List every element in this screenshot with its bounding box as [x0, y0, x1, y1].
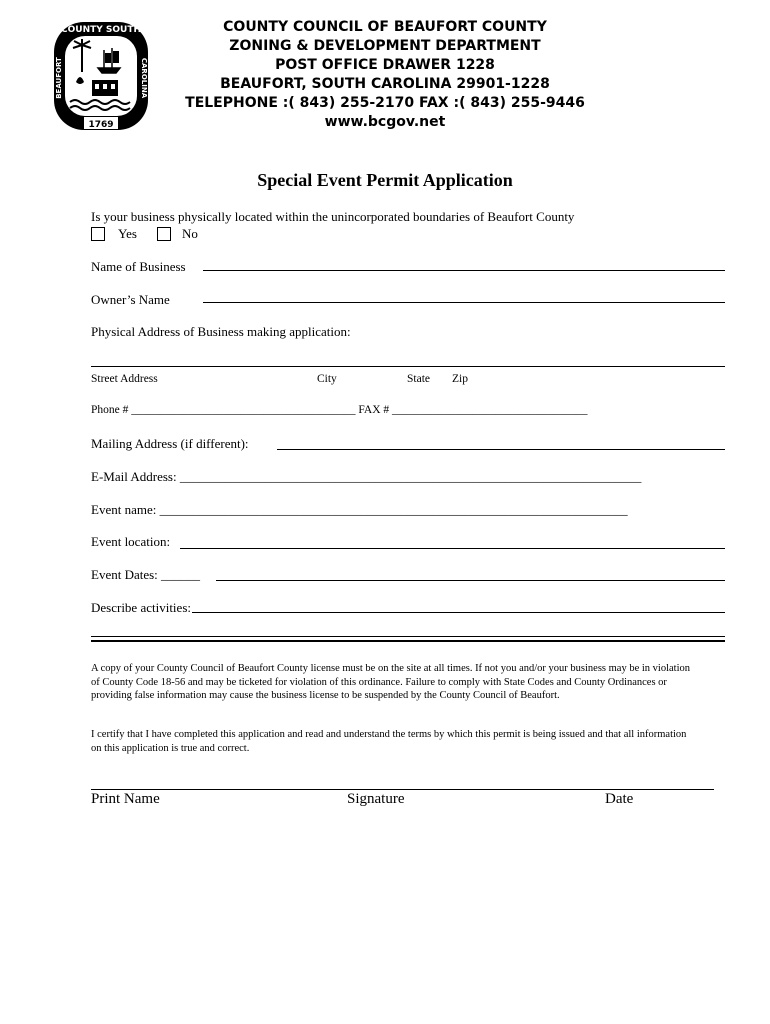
no-label: No	[182, 226, 198, 241]
seal-right-text: CAROLINA	[140, 57, 148, 99]
date-label: Date	[605, 791, 634, 807]
header-line-5: TELEPHONE :( 843) 255-2170 FAX :( 843) 255-9446	[185, 95, 585, 111]
event-location-label: Event location:	[91, 534, 171, 549]
license-notice: A copy of your County Council of Beaufort County license must be on the site at all times. If not you and/or your business may be in violation of County Code 18-56 and may be ticketed for violation of this ordinance. Failure to comply with State Codes and County Ordinances or providing false information may cause the business license to be suspended by the County Council of Beaufort.	[91, 663, 690, 701]
phone-fax-field[interactable]: Phone # _______________________________________ FAX # __________________________________	[91, 404, 588, 416]
signature-label: Signature	[347, 791, 405, 807]
mailing-address-field[interactable]	[277, 449, 725, 450]
header-line-3: POST OFFICE DRAWER 1228	[275, 57, 495, 73]
mailing-address-label: Mailing Address (if different):	[91, 436, 249, 451]
business-name-field[interactable]	[203, 270, 725, 271]
signature-line[interactable]	[91, 789, 714, 790]
yes-checkbox[interactable]	[91, 227, 105, 241]
physical-address-label: Physical Address of Business making application:	[91, 324, 351, 339]
header-line-4: BEAUFORT, SOUTH CAROLINA 29901-1228	[220, 76, 550, 92]
no-checkbox[interactable]	[157, 227, 171, 241]
event-location-field[interactable]	[180, 548, 725, 549]
header-line-1: COUNTY COUNCIL OF BEAUFORT COUNTY	[223, 19, 547, 35]
describe-activities-label: Describe activities:	[91, 600, 191, 615]
certification-statement: I certify that I have completed this application and read and understand the terms by which this permit is being issued and that all information on this application is true and correct.	[91, 729, 687, 754]
event-dates-label: Event Dates: ______	[91, 567, 201, 582]
physical-address-field[interactable]	[91, 366, 725, 367]
seal-top-text: COUNTY SOUTH	[61, 25, 141, 35]
zip-caption: Zip	[452, 373, 468, 385]
owner-name-label: Owner’s Name	[91, 292, 170, 307]
email-field[interactable]: E-Mail Address: _______________________________________________________________________	[91, 469, 642, 484]
separator-thick	[91, 640, 725, 642]
location-question: Is your business physically located within the unincorporated boundaries of Beaufort County	[91, 209, 575, 224]
separator-thin	[91, 636, 725, 637]
state-caption: State	[407, 373, 430, 385]
letterhead	[160, 18, 610, 132]
seal-left-text: BEAUFORT	[55, 57, 63, 99]
header-line-6: www.bcgov.net	[324, 114, 446, 130]
form-title: Special Event Permit Application	[257, 170, 513, 190]
header-line-2: ZONING & DEVELOPMENT DEPARTMENT	[229, 38, 541, 54]
print-name-label: Print Name	[91, 791, 160, 807]
city-caption: City	[317, 373, 337, 385]
yes-label: Yes	[118, 226, 137, 241]
county-seal-logo	[52, 20, 150, 132]
business-name-label: Name of Business	[91, 259, 186, 274]
owner-name-field[interactable]	[203, 302, 725, 303]
seal-year: 1769	[88, 120, 114, 130]
event-dates-field[interactable]	[216, 580, 725, 581]
street-address-caption: Street Address	[91, 373, 158, 385]
event-name-field[interactable]: Event name: ________________________________________________________________________	[91, 502, 628, 517]
describe-activities-field[interactable]	[192, 612, 725, 613]
